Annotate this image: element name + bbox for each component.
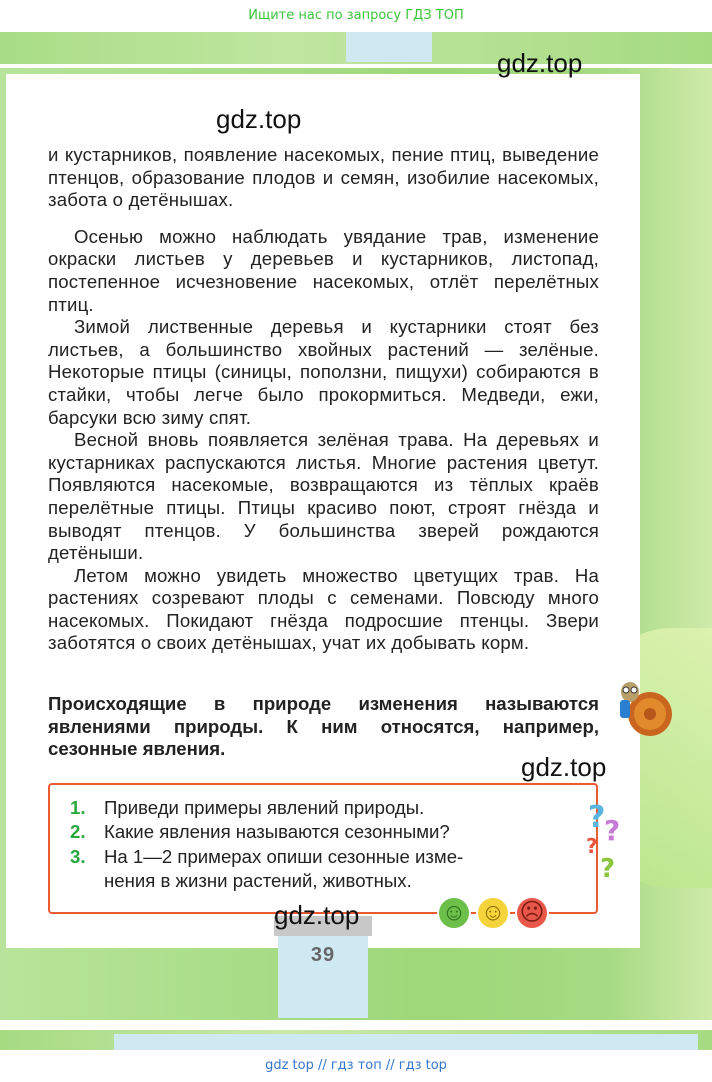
paragraph-winter: Зимой лиственные деревья и кустарники стоят без листьев, а большинство хвойных растений — зелёные. Некоторые птицы (синицы, поползни, пищухи) собираются в стайки, чтобы легче было прокормиться. Медведи, ежи, барсуки всю зиму спят. — [48, 316, 599, 428]
bottom-links[interactable] — [0, 1050, 712, 1082]
question-3-continued: нения в жизни растений, животных. — [104, 870, 412, 891]
watermark: gdz.top — [521, 752, 607, 782]
previous-page-tab — [346, 32, 432, 62]
watermark: gdz.top — [497, 48, 583, 78]
bottom-links-text[interactable]: gdz top // гдз топ // гдз top — [265, 1058, 447, 1073]
page-number-tab — [278, 932, 368, 1018]
turtle-mascot-icon — [612, 674, 676, 744]
question-text: Приведи примеры явлений природы. — [104, 797, 425, 818]
top-banner[interactable] — [0, 0, 712, 32]
happy-face-icon: ☺ — [437, 896, 471, 930]
rule-statement: Происходящие в природе изменения называются явлениями природы. К ним относятся, например, сезонные явления. — [48, 693, 599, 760]
question-2 — [70, 821, 450, 843]
paragraph-1: и кустарников, появление насекомых, пение птиц, выведение птенцов, образование плодов и семян, изобилие насекомых, забота о детёнышах. — [48, 144, 599, 211]
question-text: На 1—2 примерах опиши сезонные изме- — [104, 846, 464, 867]
neutral-face-icon: ☺ — [476, 896, 510, 930]
page-number: 39 — [310, 944, 336, 966]
question-text: Какие явления называются сезонными? — [104, 821, 450, 842]
previous-page-strip — [0, 32, 712, 64]
top-banner-text[interactable]: Ищите нас по запросу ГДЗ ТОП — [248, 8, 464, 23]
paragraph-summer: Летом можно увидеть множество цветущих трав. На растениях созревают плоды с семенами. Повсюду много насекомых. Покидают гнёзда подросшие птенцы. Звери заботятся о своих детёнышах, учат их добывать корм. — [48, 564, 599, 654]
question-1 — [70, 797, 424, 819]
question-number: 2. — [70, 821, 86, 842]
watermark: gdz.top — [216, 104, 302, 134]
question-number: 3. — [70, 846, 86, 867]
sad-face-icon: ☹ — [515, 896, 549, 930]
paragraph-autumn: Осенью можно наблюдать увядание трав, изменение окраски листьев у деревьев и кустарников, листопад, постепенное исчезновение насекомых, отлёт перелётных птиц. — [48, 225, 599, 315]
paragraph-spring: Весной вновь появляется зелёная трава. На деревьях и кустарниках распускаются листья. Многие растения цветут. Появляются насекомые, возвращаются из тёплых краёв перелётные птицы. Птицы красиво поют, строят гнёзда и выводят птенцов. У большинства зверей рождаются детёныши. — [48, 429, 599, 564]
question-number: 1. — [70, 797, 86, 818]
questions-box — [48, 783, 598, 914]
next-page-strip — [0, 1030, 712, 1050]
question-3 — [70, 846, 463, 868]
question-marks-icon: ? ? ? ? — [586, 800, 621, 884]
next-page-tab — [114, 1034, 698, 1050]
main-text — [48, 144, 599, 655]
watermark: gdz.top — [274, 900, 360, 930]
